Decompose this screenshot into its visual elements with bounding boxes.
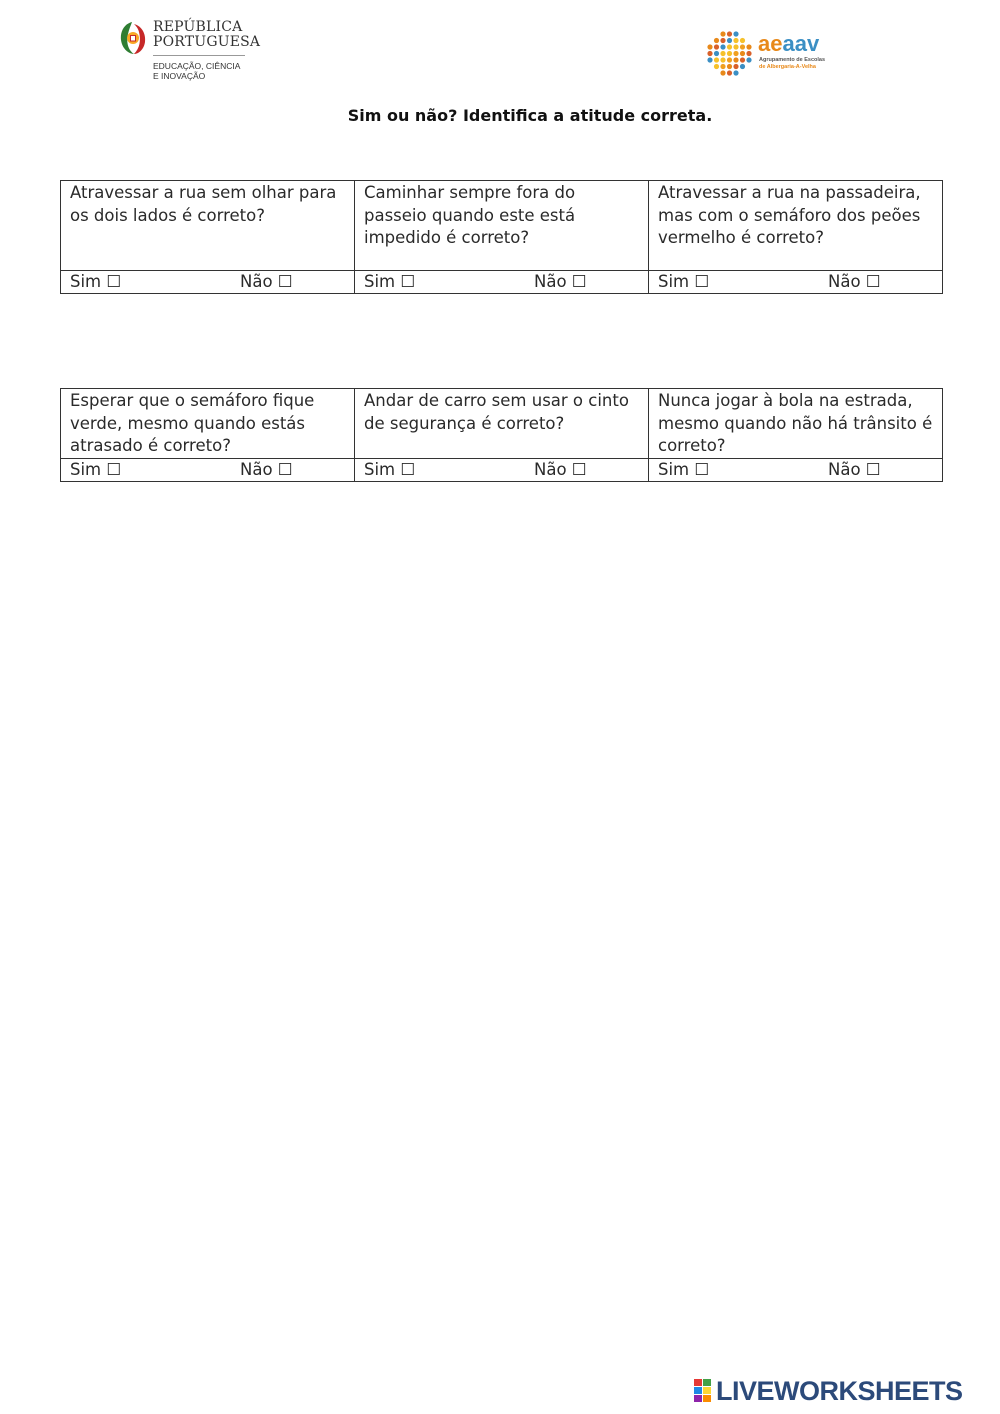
logo-dot (727, 51, 732, 56)
question-cell: Caminhar sempre fora do passeio quando este está impedido é correto? (355, 181, 649, 271)
liveworksheets-badge-icon (694, 1379, 712, 1403)
yes-checkbox[interactable]: Sim ☐ (658, 272, 710, 291)
aeaav-sub-line2: de Albergaria-A-Velha (759, 64, 816, 70)
answer-cell (61, 271, 355, 294)
logo-dot (740, 51, 745, 56)
answer-cell (649, 458, 943, 481)
aeaav-logo (706, 30, 846, 82)
logo-dot (714, 44, 719, 49)
yes-checkbox[interactable]: Sim ☐ (658, 459, 710, 479)
logo-dot (746, 57, 751, 62)
logo-dot (733, 31, 738, 36)
yes-checkbox[interactable]: Sim ☐ (364, 459, 416, 479)
logo-dot (707, 51, 712, 56)
logo-dot (740, 38, 745, 43)
logo-dot (707, 57, 712, 62)
logo-dot (727, 31, 732, 36)
logo-dot (720, 51, 725, 56)
no-checkbox[interactable]: Não ☐ (828, 272, 881, 291)
logo-dot (720, 64, 725, 69)
logo-dot (720, 38, 725, 43)
logo-dot (714, 64, 719, 69)
logo-dot (733, 64, 738, 69)
no-checkbox[interactable]: Não ☐ (534, 272, 587, 291)
logo-dot (740, 44, 745, 49)
aeaav-name (758, 33, 819, 55)
answer-cell (649, 271, 943, 294)
gov-title-line1: REPÚBLICA (153, 19, 243, 35)
no-checkbox[interactable]: Não ☐ (240, 272, 293, 291)
logo-dot (746, 51, 751, 56)
question-cell: Atravessar a rua na passadeira, mas com o semáforo dos peões vermelho é correto? (649, 181, 943, 271)
answer-row (61, 458, 943, 481)
question-row (61, 181, 943, 271)
republica-portuguesa-logo (118, 18, 261, 82)
question-cell: Nunca jogar à bola na estrada, mesmo quando não há trânsito é correto? (649, 389, 943, 459)
logo-dot (720, 57, 725, 62)
portugal-emblem-icon (118, 20, 148, 56)
gov-logo-divider (153, 55, 245, 56)
question-table-1 (60, 180, 943, 294)
logo-dot (707, 44, 712, 49)
logo-dot (733, 57, 738, 62)
gov-title-line2: PORTUGUESA (153, 34, 261, 50)
yes-checkbox[interactable]: Sim ☐ (70, 459, 122, 479)
logo-dot (727, 70, 732, 75)
aeaav-name-part1: ae (758, 31, 783, 56)
liveworksheets-text: LIVEWORKSHEETS (716, 1376, 963, 1406)
logo-dot (727, 44, 732, 49)
question-row (61, 389, 943, 459)
logo-dot (720, 31, 725, 36)
no-checkbox[interactable]: Não ☐ (534, 459, 587, 479)
gov-sub-line1: EDUCAÇÃO, CIÊNCIA (153, 61, 241, 71)
logo-dot (720, 70, 725, 75)
gov-logo-subtitle (153, 61, 240, 81)
gov-logo-title (153, 20, 260, 50)
no-checkbox[interactable]: Não ☐ (240, 459, 293, 479)
yes-checkbox[interactable]: Sim ☐ (364, 272, 416, 291)
answer-cell (61, 458, 355, 481)
logo-dot (740, 64, 745, 69)
answer-cell (355, 271, 649, 294)
answer-cell (355, 458, 649, 481)
question-cell: Atravessar a rua sem olhar para os dois lados é correto? (61, 181, 355, 271)
aeaav-name-part2: aav (782, 31, 820, 56)
logo-dot (733, 38, 738, 43)
logo-dot (740, 57, 745, 62)
aeaav-sub-line1: Agrupamento de Escolas (759, 57, 826, 63)
gov-sub-line2: E INOVAÇÃO (153, 71, 206, 81)
question-cell: Esperar que o semáforo fique verde, mesmo quando estás atrasado é correto? (61, 389, 355, 459)
page-title: Sim ou não? Identifica a atitude correta. (347, 106, 713, 125)
logo-dot (733, 44, 738, 49)
question-table-2 (60, 388, 943, 482)
logo-dot (733, 70, 738, 75)
logo-dot (746, 44, 751, 49)
aeaav-dots-icon (706, 30, 754, 78)
logo-dot (720, 44, 725, 49)
question-cell: Andar de carro sem usar o cinto de segurança é correto? (355, 389, 649, 459)
logo-dot (727, 38, 732, 43)
aeaav-subtitle (759, 57, 825, 71)
logo-dot (727, 64, 732, 69)
logo-dot (733, 51, 738, 56)
logo-dot (714, 57, 719, 62)
logo-dot (714, 38, 719, 43)
yes-checkbox[interactable]: Sim ☐ (70, 272, 122, 291)
answer-row (61, 271, 943, 294)
logo-dot (727, 57, 732, 62)
logo-dot (714, 51, 719, 56)
no-checkbox[interactable]: Não ☐ (828, 459, 881, 479)
